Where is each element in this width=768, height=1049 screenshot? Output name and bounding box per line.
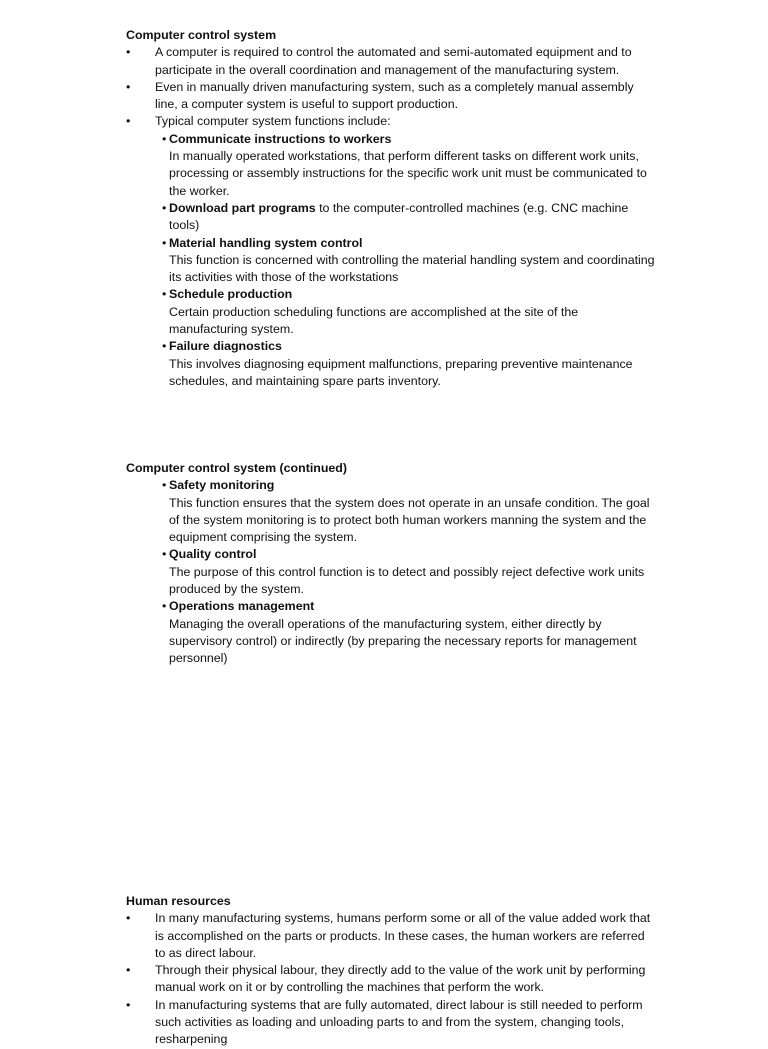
function-item (126, 598, 656, 615)
sub-bullet-icon: • (162, 599, 167, 614)
function-title: Operations management (169, 599, 315, 614)
bullet-icon: • (126, 997, 131, 1012)
section-computer-control-system (126, 27, 656, 390)
section-heading: Computer control system (126, 28, 277, 42)
function-item (126, 338, 656, 355)
function-item (126, 200, 656, 235)
section-heading: Human resources (126, 894, 231, 908)
function-title: Schedule production (169, 287, 293, 302)
bullet-icon: • (126, 45, 131, 60)
function-description: This function ensures that the system does not operate in an unsafe condition. The goal of the system monitoring is to protect both human workers manning the system and the equipment comprising the system. (169, 495, 650, 545)
function-item (126, 131, 656, 148)
sub-bullet-icon: • (162, 547, 167, 562)
function-item (126, 286, 656, 303)
function-item (126, 546, 656, 563)
function-title: Material handling system control (169, 235, 363, 250)
bullet-text: A computer is required to control the automated and semi-automated equipment and to participate in the overall coordination and management of the manufacturing system. (155, 45, 632, 77)
bullet-icon: • (126, 114, 131, 129)
bullet-text: Through their physical labour, they directly add to the value of the work unit by performing manual work on it or by controlling the machines that perform the work. (155, 963, 646, 995)
sub-bullet-icon: • (162, 287, 167, 302)
function-title: Quality control (169, 547, 257, 562)
sub-bullet-icon: • (162, 200, 167, 215)
function-title: Safety monitoring (169, 478, 275, 493)
bullet-text: Even in manually driven manufacturing system, such as a completely manual assembly line, a computer system is useful to support production. (155, 79, 634, 112)
section-heading: Computer control system (continued) (126, 461, 347, 475)
bullet-item (126, 910, 656, 962)
sub-bullet-icon: • (162, 235, 167, 250)
function-item (126, 477, 656, 494)
bullet-text: In manufacturing systems that are fully automated, direct labour is still needed to perform such activities as loading and unloading parts to and from the system, changing tools, resharpening (155, 997, 643, 1047)
function-title: Download part programs (169, 200, 316, 215)
section-human-resources (126, 893, 656, 1049)
function-description: Managing the overall operations of the manufacturing system, either directly by supervisory control) or indirectly (by preparing the necessary reports for management personnel) (169, 616, 637, 666)
bullet-icon: • (126, 963, 131, 978)
function-description: This function is concerned with controlling the material handling system and coordinating its activities with those of the workstations (169, 252, 655, 285)
function-title: Communicate instructions to workers (169, 131, 392, 146)
bullet-item (126, 113, 656, 130)
bullet-text: In many manufacturing systems, humans perform some or all of the value added work that is accomplished on the parts or products. In these cases, the human workers are referred to as direct labour. (155, 911, 651, 960)
function-item (126, 235, 656, 252)
bullet-item (126, 997, 656, 1049)
sub-bullet-icon: • (162, 339, 167, 354)
function-description: The purpose of this control function is to detect and possibly reject defective work units produced by the system. (169, 564, 645, 597)
bullet-item (126, 962, 656, 997)
section-computer-control-continued (126, 460, 656, 668)
function-description: In manually operated workstations, that perform different tasks on different work units, processing or assembly instructions for the specific work unit must be communicated to the worker. (169, 149, 647, 198)
function-description: This involves diagnosing equipment malfunctions, preparing preventive maintenance schedules, and maintaining spare parts inventory. (169, 356, 633, 388)
function-inline-text: to the computer-controlled machines (e.g. CNC machine tools) (169, 200, 629, 233)
function-title: Failure diagnostics (169, 339, 282, 354)
bullet-text: Typical computer system functions include: (155, 114, 391, 129)
sub-bullet-icon: • (162, 131, 167, 146)
bullet-item (126, 44, 656, 79)
bullet-item (126, 79, 656, 114)
bullet-icon: • (126, 911, 131, 926)
sub-bullet-icon: • (162, 478, 167, 493)
function-description: Certain production scheduling functions are accomplished at the site of the manufacturing system. (169, 304, 579, 337)
bullet-icon: • (126, 79, 131, 94)
